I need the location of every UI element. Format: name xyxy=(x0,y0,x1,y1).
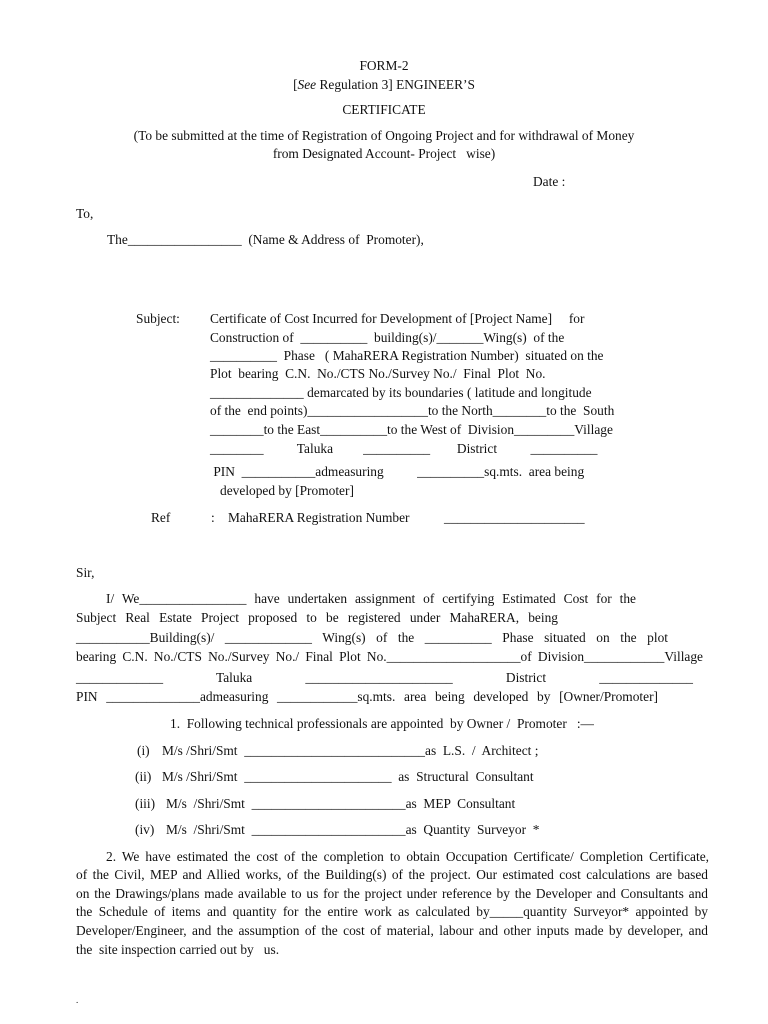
para1-line: _____________ Taluka ______________________ District ______________ xyxy=(76,670,693,685)
professional-line: M/s /Shri/Smt _______________________as MEP Consultant xyxy=(166,796,516,811)
salutation: Sir, xyxy=(76,565,95,580)
professional-line: M/s /Shri/Smt ___________________________as L.S. / Architect ; xyxy=(162,743,539,758)
subject-line: ________ Taluka __________ District __________ xyxy=(210,441,598,456)
form-number: FORM-2 xyxy=(359,58,409,73)
subject-line: Construction of __________ building(s)/_______Wing(s) of the xyxy=(210,330,565,345)
para2-line: Developer/Engineer, and the assumption of the cost of material, labour and other inputs made by developer, and xyxy=(76,923,708,938)
date-label: Date : xyxy=(533,174,566,189)
professional-number: (iii) xyxy=(135,796,156,811)
footer-mark: . xyxy=(76,995,79,1005)
purpose-line-1: (To be submitted at the time of Registration of Ongoing Project and for withdrawal of Money xyxy=(133,128,635,143)
para2-line: the site inspection carried out by us. xyxy=(76,942,280,957)
para1-line: bearing C.N. No./CTS No./Survey No./ Final Plot No.____________________of Division____________Village xyxy=(76,649,703,664)
to-label: To, xyxy=(76,206,94,221)
ref-text: MahaRERA Registration Number xyxy=(228,510,410,525)
regulation-bracket: [ xyxy=(293,77,298,92)
para1-line: Subject Real Estate Project proposed to be registered under MahaRERA, being xyxy=(76,610,558,625)
regulation-see: See xyxy=(297,77,317,92)
professional-number: (ii) xyxy=(135,769,152,784)
ref-label: Ref xyxy=(151,510,171,525)
subject-line: ________to the East__________to the West of Division_________Village xyxy=(210,422,613,437)
para1-line: I/ We________________ have undertaken assignment of certifying Estimated Cost for the xyxy=(106,591,636,606)
item1-line: 1. Following technical professionals are appointed by Owner / Promoter :— xyxy=(170,716,594,731)
ref-blank: _____________________ xyxy=(444,510,585,525)
para2-line: of the Civil, MEP and Allied works, of the Building(s) of the project. Our estimated cost calculations are based xyxy=(76,867,708,882)
subject-line: ______________ demarcated by its boundaries ( latitude and longitude xyxy=(210,385,592,400)
regulation-line xyxy=(0,78,768,91)
para2-line: on the Drawings/plans made available to us for the project under reference by the Developer and Consultants and xyxy=(76,886,708,901)
professional-number: (i) xyxy=(137,743,150,758)
subject-line: PIN ___________admeasuring __________sq.mts. area being xyxy=(210,464,585,479)
subject-label: Subject: xyxy=(136,311,180,326)
ref-colon: : xyxy=(211,510,215,525)
regulation-text: Regulation 3] ENGINEER’S xyxy=(316,77,475,92)
para2-line: 2. We have estimated the cost of the completion to obtain Occupation Certificate/ Completion Certificate, xyxy=(106,849,709,864)
purpose-line-2: from Designated Account- Project wise) xyxy=(272,146,496,161)
promoter-address-line: The_________________ (Name & Address of Promoter), xyxy=(107,232,424,247)
subject-line: __________ Phase ( MahaRERA Registration Number) situated on the xyxy=(210,348,604,363)
professional-line: M/s /Shri/Smt ______________________ as Structural Consultant xyxy=(162,769,534,784)
subject-line: developed by [Promoter] xyxy=(210,483,354,498)
subject-line: Plot bearing C.N. No./CTS No./Survey No./ Final Plot No. xyxy=(210,366,546,381)
subject-line: of the end points)__________________to the North________to the South xyxy=(210,403,615,418)
para1-line: PIN ______________admeasuring ____________sq.mts. area being developed by [Owner/Promoter] xyxy=(76,689,658,704)
professional-number: (iv) xyxy=(135,822,155,837)
para1-line: ___________Building(s)/ _____________ Wing(s) of the __________ Phase situated on the plot xyxy=(76,630,668,645)
para2-line: the Schedule of items and quantity for the entire work as calculated by_____quantity Surveyor* appointed by xyxy=(76,904,708,919)
professional-line: M/s /Shri/Smt _______________________as Quantity Surveyor * xyxy=(166,822,540,837)
subject-line: Certificate of Cost Incurred for Development of [Project Name] for xyxy=(210,311,585,326)
certificate-title: CERTIFICATE xyxy=(342,102,426,117)
